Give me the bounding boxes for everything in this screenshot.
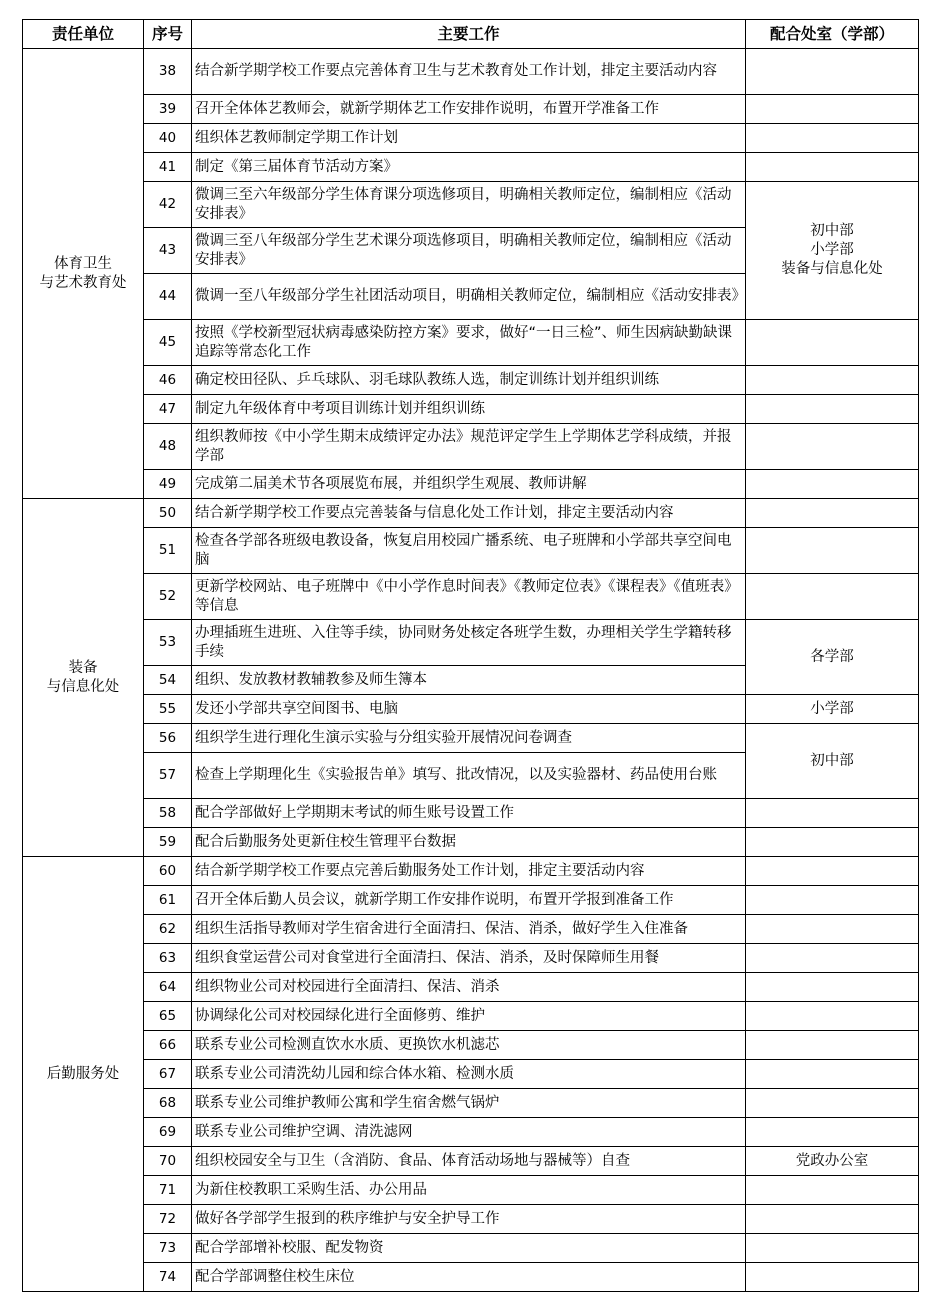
- table-row: [23, 1031, 919, 1060]
- task-cell: 更新学校网站、电子班牌中《中小学作息时间表》《教师定位表》《课程表》《值班表》等信息: [192, 574, 746, 620]
- coop-cell: [746, 944, 919, 973]
- task-cell: 检查上学期理化生《实验报告单》填写、批改情况，以及实验器材、药品使用台账: [192, 753, 746, 799]
- table-row: [23, 1205, 919, 1234]
- header-coop: 配合处室（学部）: [746, 20, 919, 49]
- task-cell: 组织食堂运营公司对食堂进行全面清扫、保洁、消杀，及时保障师生用餐: [192, 944, 746, 973]
- coop-cell: [746, 424, 919, 470]
- row-number: 69: [144, 1118, 192, 1147]
- table-row: [23, 124, 919, 153]
- row-number: 68: [144, 1089, 192, 1118]
- task-cell: 联系专业公司检测直饮水水质、更换饮水机滤芯: [192, 1031, 746, 1060]
- table-row: [23, 153, 919, 182]
- header-row: [23, 20, 919, 49]
- row-number: 51: [144, 528, 192, 574]
- task-cell: 组织学生进行理化生演示实验与分组实验开展情况问卷调查: [192, 724, 746, 753]
- coop-cell: 党政办公室: [746, 1147, 919, 1176]
- row-number: 45: [144, 320, 192, 366]
- table-row: [23, 1176, 919, 1205]
- coop-cell: [746, 1176, 919, 1205]
- task-cell: 结合新学期学校工作要点完善装备与信息化处工作计划，排定主要活动内容: [192, 499, 746, 528]
- row-number: 41: [144, 153, 192, 182]
- task-cell: 组织体艺教师制定学期工作计划: [192, 124, 746, 153]
- header-task: 主要工作: [192, 20, 746, 49]
- table-row: [23, 470, 919, 499]
- task-cell: 联系专业公司维护教师公寓和学生宿舍燃气锅炉: [192, 1089, 746, 1118]
- task-cell: 结合新学期学校工作要点完善体育卫生与艺术教育处工作计划，排定主要活动内容: [192, 49, 746, 95]
- coop-cell: [746, 828, 919, 857]
- task-cell: 按照《学校新型冠状病毒感染防控方案》要求，做好“一日三检”、师生因病缺勤缺课追踪等常态化工作: [192, 320, 746, 366]
- row-number: 74: [144, 1263, 192, 1292]
- row-number: 64: [144, 973, 192, 1002]
- table-row: [23, 395, 919, 424]
- task-cell: 确定校田径队、乒乓球队、羽毛球队教练人选，制定训练计划并组织训练: [192, 366, 746, 395]
- coop-cell: 小学部: [746, 695, 919, 724]
- coop-cell: [746, 915, 919, 944]
- coop-cell: [746, 1031, 919, 1060]
- table-row: [23, 944, 919, 973]
- coop-cell: [746, 49, 919, 95]
- table-row: [23, 182, 919, 228]
- task-cell: 协调绿化公司对校园绿化进行全面修剪、维护: [192, 1002, 746, 1031]
- table-row: [23, 799, 919, 828]
- coop-cell: [746, 1060, 919, 1089]
- row-number: 59: [144, 828, 192, 857]
- responsible-unit-cell: 后勤服务处: [23, 857, 144, 1292]
- coop-cell: [746, 95, 919, 124]
- row-number: 43: [144, 228, 192, 274]
- row-number: 49: [144, 470, 192, 499]
- header-unit: 责任单位: [23, 20, 144, 49]
- row-number: 57: [144, 753, 192, 799]
- row-number: 70: [144, 1147, 192, 1176]
- row-number: 38: [144, 49, 192, 95]
- coop-cell: 各学部: [746, 620, 919, 695]
- row-number: 72: [144, 1205, 192, 1234]
- coop-cell: [746, 1205, 919, 1234]
- table-row: [23, 620, 919, 666]
- coop-cell: [746, 153, 919, 182]
- task-cell: 微调三至八年级部分学生艺术课分项选修项目，明确相关教师定位，编制相应《活动安排表》: [192, 228, 746, 274]
- row-number: 52: [144, 574, 192, 620]
- coop-cell: [746, 124, 919, 153]
- table-row: [23, 528, 919, 574]
- task-cell: 配合学部调整住校生床位: [192, 1263, 746, 1292]
- coop-cell: [746, 1089, 919, 1118]
- table-row: [23, 724, 919, 753]
- coop-cell: 初中部: [746, 724, 919, 799]
- table-row: [23, 499, 919, 528]
- row-number: 55: [144, 695, 192, 724]
- coop-cell: [746, 1118, 919, 1147]
- task-cell: 制定《第三届体育节活动方案》: [192, 153, 746, 182]
- coop-cell: [746, 499, 919, 528]
- coop-cell: [746, 528, 919, 574]
- coop-cell: [746, 886, 919, 915]
- row-number: 61: [144, 886, 192, 915]
- task-cell: 微调三至六年级部分学生体育课分项选修项目，明确相关教师定位，编制相应《活动安排表》: [192, 182, 746, 228]
- task-cell: 联系专业公司维护空调、清洗滤网: [192, 1118, 746, 1147]
- task-cell: 组织、发放教材教辅教参及师生簿本: [192, 666, 746, 695]
- table-row: [23, 366, 919, 395]
- table-row: [23, 1002, 919, 1031]
- responsible-unit-cell: 装备 与信息化处: [23, 499, 144, 857]
- coop-cell: [746, 1234, 919, 1263]
- row-number: 63: [144, 944, 192, 973]
- task-cell: 发还小学部共享空间图书、电脑: [192, 695, 746, 724]
- task-cell: 办理插班生进班、入住等手续，协同财务处核定各班学生数，办理相关学生学籍转移手续: [192, 620, 746, 666]
- row-number: 48: [144, 424, 192, 470]
- row-number: 42: [144, 182, 192, 228]
- table-row: [23, 1263, 919, 1292]
- row-number: 73: [144, 1234, 192, 1263]
- row-number: 67: [144, 1060, 192, 1089]
- row-number: 65: [144, 1002, 192, 1031]
- table-row: [23, 973, 919, 1002]
- coop-cell: [746, 857, 919, 886]
- coop-cell: [746, 395, 919, 424]
- row-number: 58: [144, 799, 192, 828]
- table-row: [23, 95, 919, 124]
- coop-cell: [746, 1002, 919, 1031]
- row-number: 40: [144, 124, 192, 153]
- row-number: 53: [144, 620, 192, 666]
- task-cell: 制定九年级体育中考项目训练计划并组织训练: [192, 395, 746, 424]
- work-plan-table: [22, 19, 919, 1292]
- table-row: [23, 1089, 919, 1118]
- task-cell: 完成第二届美术节各项展览布展，并组织学生观展、教师讲解: [192, 470, 746, 499]
- table-row: [23, 915, 919, 944]
- row-number: 39: [144, 95, 192, 124]
- table-row: [23, 695, 919, 724]
- task-cell: 结合新学期学校工作要点完善后勤服务处工作计划，排定主要活动内容: [192, 857, 746, 886]
- row-number: 66: [144, 1031, 192, 1060]
- table-row: [23, 574, 919, 620]
- table-row: [23, 886, 919, 915]
- task-cell: 组织物业公司对校园进行全面清扫、保洁、消杀: [192, 973, 746, 1002]
- table-row: [23, 49, 919, 95]
- row-number: 54: [144, 666, 192, 695]
- task-cell: 组织校园安全与卫生（含消防、食品、体育活动场地与器械等）自查: [192, 1147, 746, 1176]
- row-number: 56: [144, 724, 192, 753]
- coop-cell: 初中部 小学部 装备与信息化处: [746, 182, 919, 320]
- task-cell: 配合学部增补校服、配发物资: [192, 1234, 746, 1263]
- task-cell: 组织生活指导教师对学生宿舍进行全面清扫、保洁、消杀，做好学生入住准备: [192, 915, 746, 944]
- task-cell: 做好各学部学生报到的秩序维护与安全护导工作: [192, 1205, 746, 1234]
- coop-cell: [746, 470, 919, 499]
- coop-cell: [746, 799, 919, 828]
- coop-cell: [746, 1263, 919, 1292]
- row-number: 44: [144, 274, 192, 320]
- coop-cell: [746, 973, 919, 1002]
- coop-cell: [746, 366, 919, 395]
- row-number: 60: [144, 857, 192, 886]
- task-cell: 配合后勤服务处更新住校生管理平台数据: [192, 828, 746, 857]
- task-cell: 配合学部做好上学期期末考试的师生账号设置工作: [192, 799, 746, 828]
- table-row: [23, 1234, 919, 1263]
- row-number: 46: [144, 366, 192, 395]
- responsible-unit-cell: 体育卫生 与艺术教育处: [23, 49, 144, 499]
- row-number: 47: [144, 395, 192, 424]
- task-cell: 联系专业公司清洗幼儿园和综合体水箱、检测水质: [192, 1060, 746, 1089]
- coop-cell: [746, 320, 919, 366]
- header-num: 序号: [144, 20, 192, 49]
- task-cell: 检查各学部各班级电教设备，恢复启用校园广播系统、电子班牌和小学部共享空间电脑: [192, 528, 746, 574]
- table-row: [23, 857, 919, 886]
- table-row: [23, 1147, 919, 1176]
- task-cell: 为新住校教职工采购生活、办公用品: [192, 1176, 746, 1205]
- row-number: 62: [144, 915, 192, 944]
- table-row: [23, 828, 919, 857]
- table-row: [23, 320, 919, 366]
- table-row: [23, 424, 919, 470]
- coop-cell: [746, 574, 919, 620]
- row-number: 50: [144, 499, 192, 528]
- task-cell: 组织教师按《中小学生期末成绩评定办法》规范评定学生上学期体艺学科成绩，并报学部: [192, 424, 746, 470]
- task-cell: 微调一至八年级部分学生社团活动项目，明确相关教师定位，编制相应《活动安排表》: [192, 274, 746, 320]
- table-row: [23, 1118, 919, 1147]
- row-number: 71: [144, 1176, 192, 1205]
- task-cell: 召开全体后勤人员会议，就新学期工作安排作说明，布置开学报到准备工作: [192, 886, 746, 915]
- task-cell: 召开全体体艺教师会，就新学期体艺工作安排作说明，布置开学准备工作: [192, 95, 746, 124]
- table-row: [23, 1060, 919, 1089]
